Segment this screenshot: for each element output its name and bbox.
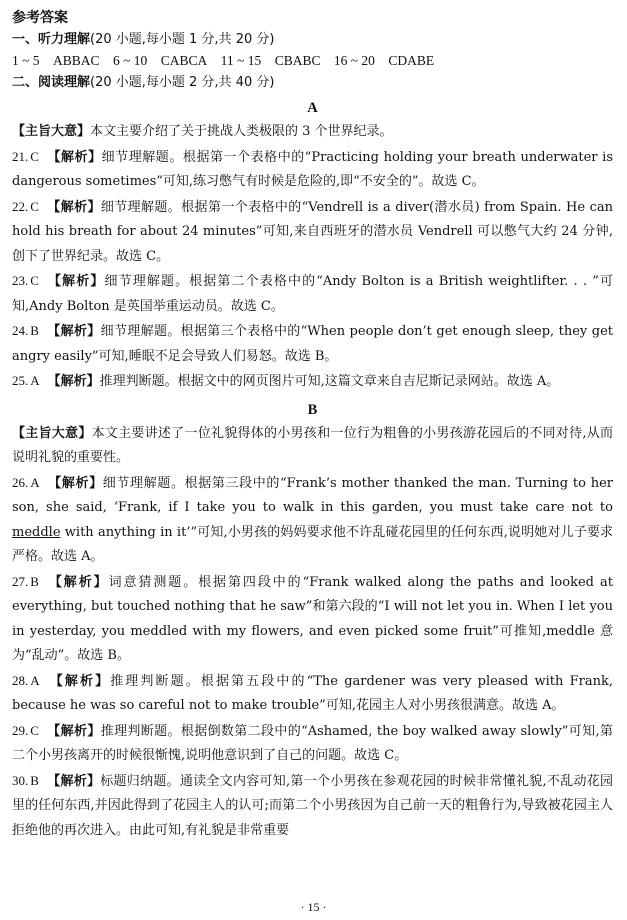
page-title: 参考答案 <box>12 10 68 26</box>
item-number: 26. <box>12 474 29 490</box>
analysis-text: 标题归纳题。通读全文内容可知,第一个小男孩在参观花园的时候非常懂礼貌,不乱动花园里的任何东西,并因此得到了花园主人的认可;而第二个小男孩因为自己前一天的粗鲁行为,导致被花园主人拒绝他的再次进入。由此可知,有礼貌是非常重要 <box>12 773 613 838</box>
passage-a-main-idea <box>12 120 613 145</box>
item-answer: C <box>30 722 39 738</box>
listening-answer-keys <box>12 51 613 71</box>
reading-heading <box>12 73 613 93</box>
analysis-text: 推理判断题。根据第五段中的“The gardener was very pleased with Frank, because he was so careful not to make trouble”可知,花园主人对小男孩很满意。故选 A。 <box>12 673 613 713</box>
analysis-text: 细节理解题。根据第一个表格中的“Vendrell is a diver(潜水员) from Spain. He can hold his breath for about 24 minutes”可知,来自西班牙的潜水员 Vendrell 可以憋气大约 24 分钟,创下了世界纪录。故选 C。 <box>12 199 613 264</box>
answer-item-25 <box>12 369 613 395</box>
passage-b-label: B <box>307 401 318 418</box>
passage-a-label: A <box>307 100 318 116</box>
analysis-text: 推理判断题。根据文中的网页图片可知,这篇文章来自吉尼斯记录网站。故选 A。 <box>99 374 560 389</box>
item-answer: C <box>30 273 39 288</box>
analysis-tag: 【解析】 <box>46 574 109 590</box>
main-idea-text: 本文主要讲述了一位礼貌得体的小男孩和一位行为粗鲁的小男孩游花园后的不同对待,从而说明礼貌的重要性。 <box>12 425 613 465</box>
analysis-tag: 【解析】 <box>47 673 111 689</box>
passage-b-main-idea <box>12 422 613 471</box>
main-idea-tag: 【主旨大意】 <box>12 124 91 139</box>
analysis-tag: 【解析】 <box>47 475 103 491</box>
answer-key-group: 6 ~ 10 CABCA <box>112 53 208 68</box>
item-number: 25. <box>12 373 29 388</box>
main-idea-tag: 【主旨大意】 <box>12 425 92 441</box>
listening-heading-text: 一、听力理解 <box>12 32 91 47</box>
answer-key-group: 11 ~ 15 CBABC <box>220 53 321 68</box>
listening-heading <box>12 30 613 50</box>
analysis-text-post: with anything in it’”可知,小男孩的妈妈要求他不许乱碰花园里的任何东西,说明她对儿子要求严格。故选 A。 <box>12 524 613 564</box>
answer-item-29 <box>12 719 613 769</box>
analysis-text: 推理判断题。根据倒数第二段中的“Ashamed, the boy walked away slowly”可知,第二个小男孩离开的时候很惭愧,说明他意识到了自己的问题。故选 C。 <box>12 723 613 763</box>
item-number: 27. <box>12 573 29 589</box>
analysis-text: 细节理解题。根据第一个表格中的“Practicing holding your breath underwater is dangerous sometimes”可知,练习憋气有时候是危险的,即“不安全的”。故选 C。 <box>12 149 613 189</box>
answer-key-group: 1 ~ 5 ABBAC <box>12 53 100 68</box>
item-answer: B <box>30 772 39 788</box>
answer-item-28 <box>12 669 613 719</box>
item-answer: B <box>30 323 39 338</box>
item-number: 21. <box>12 148 29 164</box>
item-number: 28. <box>12 672 29 688</box>
item-answer: C <box>30 148 39 164</box>
analysis-tag: 【解析】 <box>46 773 101 789</box>
answer-item-21 <box>12 145 613 195</box>
reading-heading-text: 二、阅读理解 <box>12 75 91 90</box>
answer-item-24 <box>12 319 613 369</box>
analysis-tag: 【解析】 <box>46 199 101 215</box>
item-number: 29. <box>12 722 29 738</box>
analysis-text: 细节理解题。根据第三个表格中的“When people don’t get enough sleep, they get angry easily”可知,睡眠不足会导致人们易怒。故选 B。 <box>12 324 613 364</box>
answer-item-22 <box>12 195 613 270</box>
item-answer: B <box>30 573 39 589</box>
item-answer: C <box>30 198 39 214</box>
main-idea-text: 本文主要介绍了关于挑战人类极限的 3 个世界纪录。 <box>90 124 393 139</box>
analysis-text-pre: 细节理解题。根据第三段中的“Frank’s mother thanked the man. Turning to her son, she said, ‘Frank, if I take you to walk in this garden, you must take care not to <box>12 475 613 515</box>
analysis-text: 细节理解题。根据第二个表格中的“Andy Bolton is a British weightlifter. . . ”可知,Andy Bolton 是英国举重运动员。故选 C。 <box>12 274 613 314</box>
item-number: 22. <box>12 198 29 214</box>
underlined-word: meddle <box>12 524 61 540</box>
listening-heading-paren: (20 小题,每小题 1 分,共 20 分) <box>90 32 275 47</box>
page-number: · 15 · <box>300 900 327 914</box>
analysis-tag: 【解析】 <box>46 274 105 289</box>
answer-item-27 <box>12 570 613 669</box>
answer-item-30 <box>12 769 613 844</box>
analysis-tag: 【解析】 <box>46 324 101 339</box>
item-answer: A <box>30 672 40 688</box>
item-answer: A <box>30 474 40 490</box>
item-number: 30. <box>12 772 29 788</box>
answer-item-26 <box>12 471 613 570</box>
item-number: 24. <box>12 323 29 338</box>
analysis-tag: 【解析】 <box>46 149 102 165</box>
answer-key-group: 16 ~ 20 CDABE <box>333 53 435 68</box>
answer-item-23 <box>12 269 613 319</box>
analysis-text: 词意猜测题。根据第四段中的“Frank walked along the paths and looked at everything, but touched nothing that he saw”和第六段的“I will not let you in. When I let you in yesterday, you meddled with my flowers, and even picked some fruit”可推知,meddle 意为“乱动”。故选 B。 <box>12 574 613 663</box>
analysis-tag: 【解析】 <box>47 374 100 389</box>
analysis-tag: 【解析】 <box>46 723 101 739</box>
reading-heading-paren: (20 小题,每小题 2 分,共 40 分) <box>90 75 275 90</box>
item-number: 23. <box>12 273 29 288</box>
item-answer: A <box>30 373 40 388</box>
